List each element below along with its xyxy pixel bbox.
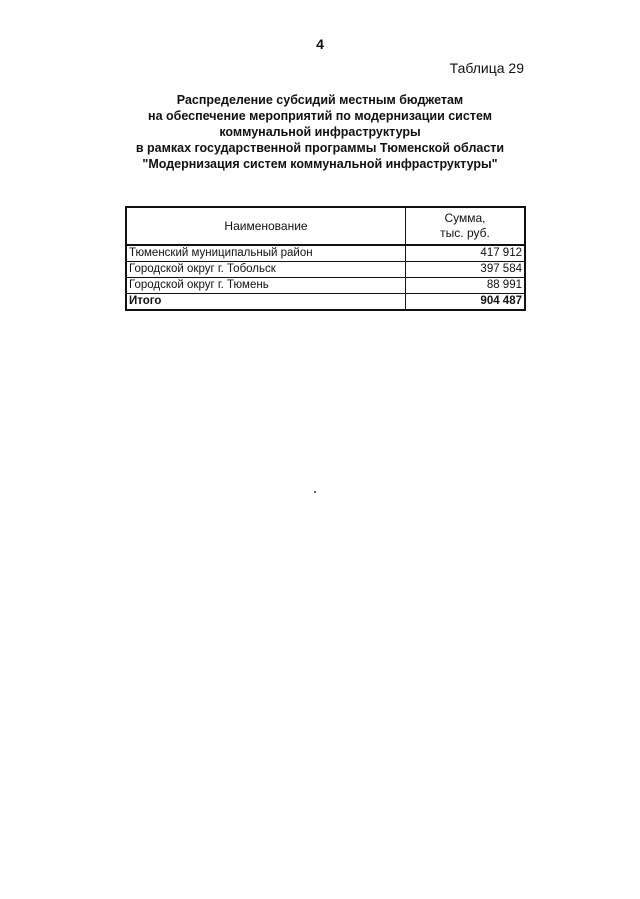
row-sum: 417 912 bbox=[406, 245, 526, 262]
row-name: Городской округ г. Тюмень bbox=[126, 278, 406, 294]
title-line: коммунальной инфраструктуры bbox=[219, 125, 421, 139]
row-sum: 88 991 bbox=[406, 278, 526, 294]
table-header-row bbox=[126, 207, 525, 245]
title-line: "Модернизация систем коммунальной инфраструктуры" bbox=[142, 157, 498, 171]
table-row bbox=[126, 262, 525, 278]
document-title bbox=[0, 92, 640, 172]
title-line: Распределение субсидий местным бюджетам bbox=[176, 93, 464, 107]
scan-speck bbox=[314, 491, 316, 493]
row-sum: 397 584 bbox=[406, 262, 526, 278]
total-name: Итого bbox=[126, 294, 406, 311]
subsidy-table bbox=[125, 206, 526, 311]
row-name: Тюменский муниципальный район bbox=[126, 245, 406, 262]
header-sum bbox=[406, 207, 526, 245]
table-label: Таблица 29 bbox=[449, 60, 524, 76]
title-line: в рамках государственной программы Тюменской области bbox=[135, 141, 505, 155]
row-name: Городской округ г. Тобольск bbox=[126, 262, 406, 278]
total-sum: 904 487 bbox=[406, 294, 526, 311]
page-number: 4 bbox=[316, 36, 324, 52]
table-row bbox=[126, 245, 525, 262]
table-total-row bbox=[126, 294, 525, 311]
header-name: Наименование bbox=[126, 207, 406, 245]
header-sum-line2: тыс. руб. bbox=[440, 226, 490, 240]
title-line: на обеспечение мероприятий по модернизации систем bbox=[148, 109, 492, 123]
table-row bbox=[126, 278, 525, 294]
header-sum-line1: Сумма, bbox=[444, 211, 486, 225]
